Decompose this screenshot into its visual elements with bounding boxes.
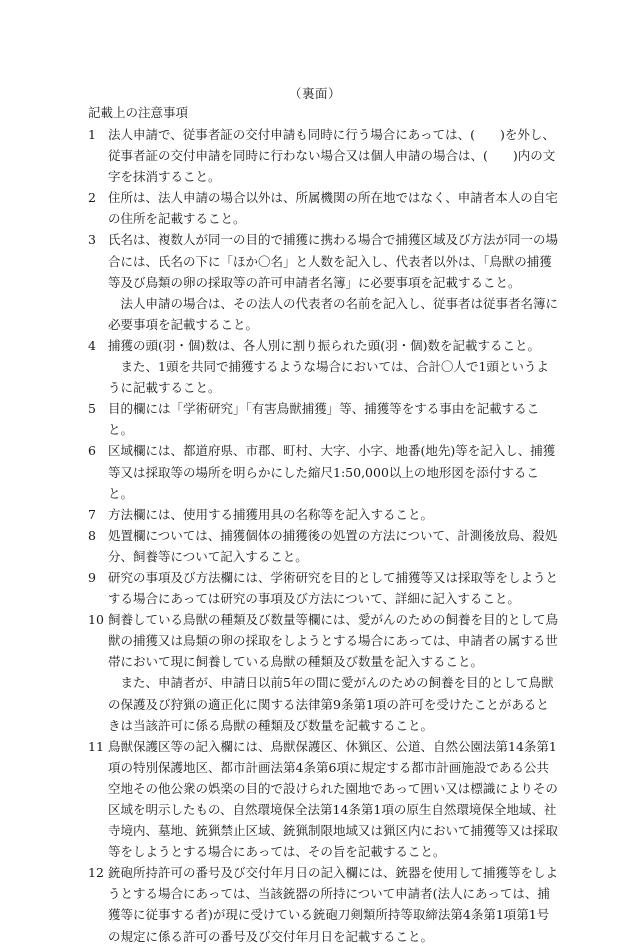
note-number: 2 [88,190,96,206]
note-item [88,124,558,187]
note-number: 5 [88,401,96,417]
note-item [88,504,558,525]
note-number: 9 [88,569,96,585]
note-item [88,609,558,736]
note-text: 目的欄には「学術研究」「有害鳥獣捕獲」等、捕獲等をする事由を記載すること。 [108,401,540,438]
note-number: 12 [88,865,104,881]
note-text: 研究の事項及び方法欄には、学術研究を目的として捕獲等又は採取等をしようとする場合にあっては研究の事項及び方法について、詳細に記入すること。 [108,569,559,607]
note-item [88,862,558,946]
note-number: 7 [88,506,96,522]
note-number: 10 [88,612,104,628]
note-text: 住所は、法人申請の場合以外は、所属機関の所在地ではなく、申請者本人の自宅の住所を記載すること。 [108,190,558,227]
note-item [88,525,558,567]
note-item [88,398,558,440]
note-text: 区域欄には、都道府県、市郡、町村、大字、小字、地番(地先)等を記入し、捕獲等又は採取等の場所を明らかにした縮尺1:50,000以上の地形図を添付すること。 [108,443,556,501]
note-item [88,567,558,609]
note-text: 法人申請で、従事者証の交付申請も同時に行う場合にあっては、( )を外し、従事者証の交付申請を同時に行わない場合又は個人申請の場合は、( )内の文字を抹消すること。 [108,127,556,185]
note-number: 8 [88,527,96,543]
note-item [88,335,558,398]
note-text: 氏名は、複数人が同一の目的で捕獲に携わる場合で捕獲区域及び方法が同一の場合には、氏名の下に「ほか〇名」と人数を記入し、代表者以外は、「鳥獣の捕獲等及び鳥類の卵の採取等の許可申請者名簿」に必要事項を記載すること。 [108,232,559,290]
note-number: 6 [88,443,96,459]
note-item [88,736,558,863]
note-text: 飼養している鳥獣の種類及び数量等欄には、愛がんのための飼養を目的として鳥獣の捕獲又は鳥類の卵の採取をしようとする場合にあっては、申請者の属する世帯において現に飼養している鳥獣の種類及び数量を記入すること。 [108,612,559,670]
note-item [88,187,558,229]
section-heading: 記載上の注意事項 [88,105,189,120]
note-continuation: 法人申請の場合は、その法人の代表者の名前を記入し、従事者は従事者名簿に必要事項を記載すること。 [108,295,559,332]
note-number: 11 [88,738,104,754]
note-continuation: また、申請者が、申請日以前5年の間に愛がんのための飼養を目的として鳥獣の保護及び狩猟の適正化に関する法律第9条第1項の許可を受けたことがあるときは当該許可に係る鳥獣の種類及び数量を記載すること。 [108,675,554,733]
note-item [88,440,558,503]
note-text: 鳥獣保護区等の記入欄には、鳥獣保護区、休猟区、公道、自然公園法第14条第1項の特別保護地区、都市計画法第4条第6項に規定する都市計画施設である公共空地その他公衆の娯楽の目的で設けられた園地であって囲い又は標識によりその区域を明示したもの、自然環境保全法第14条第1項の原生自然環境保全地域、社寺境内、墓地、銃猟禁止区域、銃猟制限地域又は猟区内において捕獲等又は採取等をしようとする場合にあっては、その旨を記載すること。 [108,738,559,860]
note-text: 方法欄には、使用する捕獲用具の名称等を記入すること。 [108,506,434,522]
page-title: （裏面） [288,86,341,101]
note-number: 1 [88,127,96,142]
note-item [88,229,558,334]
note-continuation: また、1頭を共同で捕獲するような場合においては、合計〇人で1頭というように記載すること。 [108,359,549,396]
note-number: 3 [88,232,96,248]
note-text: 捕獲の頭(羽・個)数は、各人別に割り振られた頭(羽・個)数を記載すること。 [108,337,541,353]
notes-list [88,124,558,947]
note-text: 処置欄については、捕獲個体の捕獲後の処置の方法について、計測後放鳥、殺処分、飼養等について記入すること。 [108,527,558,564]
note-text: 銃砲所持許可の番号及び交付年月日の記入欄には、銃器を使用して捕獲等をしようとする場合にあっては、当該銃器の所持について申請者(法人にあっては、捕獲等に従事する者)が現に受けている銃砲刀剣類所持等取締法第4条第1項第1号の規定に係る許可の番号及び交付年月日を記載すること。 [108,865,559,944]
note-number: 4 [88,337,96,353]
